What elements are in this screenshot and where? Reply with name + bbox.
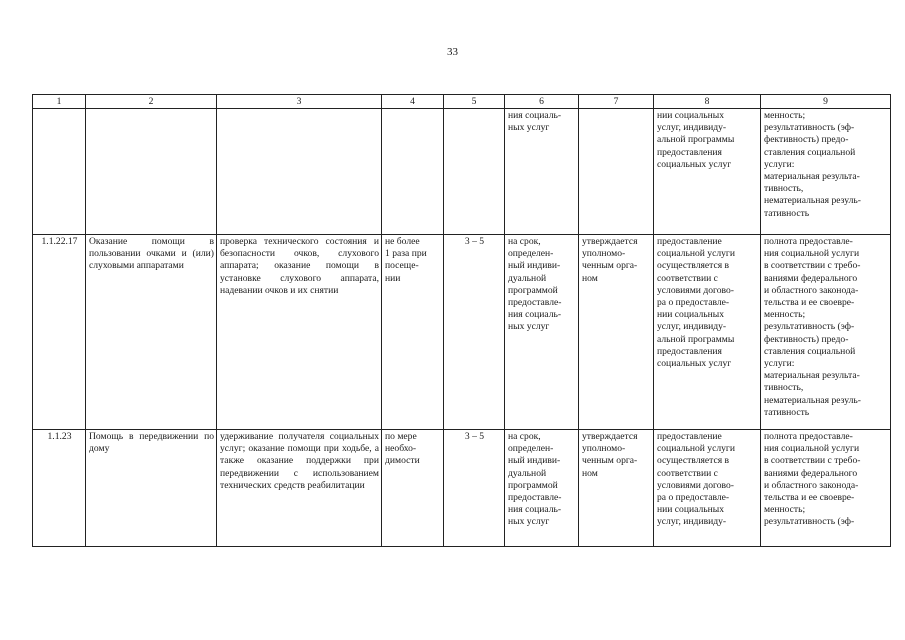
services-table [32,94,891,547]
cell-line: нии социальных [657,110,725,121]
cell-line: предоставле- [508,492,562,504]
cell-duration: 3 – 5 [444,430,505,547]
cell-line: предоставле- [508,297,562,309]
header-row [33,95,891,109]
cell-line: дуальной [508,467,547,479]
cell-line: социальных услуг [657,158,732,170]
cell-line: ном [582,272,598,284]
cell-line: нии [385,272,401,284]
cell-line: не более [385,236,420,247]
cell-line: условиями догово- [657,284,734,296]
cell-line: ченным орга- [582,455,638,467]
cell-line: ния социальной услуги [764,248,860,260]
cell-line: осуществляется в [657,455,730,467]
cell-line: и областного законода- [764,479,859,491]
cell-line: тативность [764,406,810,418]
cell-line: услуг, индивиду- [657,122,727,134]
cell-line: социальной услуги [657,248,736,260]
cell-term [505,235,579,430]
cell-line: услуги: [764,158,795,170]
cell-line: условиями догово- [657,479,734,491]
column-header: 6 [505,95,579,109]
cell-line: результативность (эф- [764,321,855,333]
cell-line: дуальной [508,272,547,284]
cell-number [33,109,86,235]
cell-line: осуществляется в [657,260,730,272]
cell-line: предоставление [657,236,722,247]
cell-quality-indicators [761,235,891,430]
cell-line: ния социаль- [508,504,562,516]
cell-line: ченным орга- [582,260,638,272]
cell-line: соответствии с [657,467,718,479]
cell-line: услуг, индивиду- [657,516,727,528]
cell-line: ном [582,467,598,479]
cell-line: соответствии с [657,272,718,284]
cell-line: на срок, [508,236,541,247]
page-number: 33 [447,46,458,58]
cell-line: программой [508,479,558,491]
cell-quality-indicators [761,109,891,235]
cell-line: утверждается [582,236,638,247]
cell-quality-indicators [761,430,891,547]
cell-line: результативность (эф- [764,122,855,134]
cell-line: ваниями федерального [764,467,858,479]
cell-service-name: Оказание помощи в пользовании очками и (или) слуховыми аппаратами [86,235,217,430]
cell-line: на срок, [508,431,541,442]
cell-duration: 3 – 5 [444,235,505,430]
cell-service-description [217,109,382,235]
cell-line: ставления социальной [764,146,856,158]
cell-number: 1.1.22.17 [33,235,86,430]
cell-line: услуги: [764,358,795,370]
cell-line: уполномо- [582,443,626,455]
cell-service-name [86,109,217,235]
cell-line: предоставление [657,431,722,442]
cell-line: необхо- [385,443,417,455]
cell-line: материальная результа- [764,370,860,382]
column-header: 1 [33,95,86,109]
cell-line: уполномо- [582,248,626,260]
cell-frequency [382,109,444,235]
cell-tariff [579,430,654,547]
cell-line: нематериальная резуль- [764,394,861,406]
cell-tariff [579,235,654,430]
cell-line: 1 раза при [385,248,427,260]
cell-line: ния социаль- [508,309,562,321]
cell-term [505,430,579,547]
cell-number: 1.1.23 [33,430,86,547]
cell-line: нии социальных [657,504,725,516]
cell-line: тивность, [764,382,804,394]
table-row [33,109,891,235]
cell-line: и областного законода- [764,284,859,296]
column-header: 5 [444,95,505,109]
cell-line: ния социаль- [508,110,562,121]
cell-line: услуг, индивиду- [657,321,727,333]
cell-line: ваниями федерального [764,272,858,284]
cell-line: предоставления [657,146,722,158]
cell-duration [444,109,505,235]
cell-line: в соответствии с требо- [764,455,861,467]
cell-line: ный индиви- [508,260,561,272]
cell-frequency [382,430,444,547]
cell-line: определен- [508,248,554,260]
column-header: 4 [382,95,444,109]
cell-line: полнота предоставле- [764,236,853,247]
cell-line: программой [508,284,558,296]
cell-line: социальной услуги [657,443,736,455]
cell-line: альной программы [657,134,735,146]
cell-line: нематериальная резуль- [764,195,861,207]
cell-line: посеще- [385,260,419,272]
column-header: 8 [654,95,761,109]
cell-line: нии социальных [657,309,725,321]
cell-line: фективность) предо- [764,333,849,345]
column-header: 2 [86,95,217,109]
cell-line: димости [385,455,420,467]
cell-term [505,109,579,235]
cell-line: менность; [764,110,806,121]
cell-line: ра о предоставле- [657,297,730,309]
cell-line: по мере [385,431,417,442]
cell-line: ных услуг [508,122,550,134]
table-row [33,235,891,430]
cell-line: определен- [508,443,554,455]
cell-line: ставления социальной [764,345,856,357]
cell-conditions [654,109,761,235]
cell-line: ных услуг [508,516,550,528]
cell-line: тативность [764,207,810,219]
cell-conditions [654,430,761,547]
cell-line: тивность, [764,183,804,195]
cell-service-description: удерживание получателя социальных услуг; оказание помощи при ходьбе, а также оказание поддержки при передвижении с использованием технических средств реабилитации [217,430,382,547]
cell-line: альной программы [657,333,735,345]
cell-line: предоставления [657,345,722,357]
cell-line: утверждается [582,431,638,442]
cell-line: результативность (эф- [764,516,855,528]
column-header: 3 [217,95,382,109]
table-row [33,430,891,547]
cell-line: ный индиви- [508,455,561,467]
cell-tariff [579,109,654,235]
cell-line: ра о предоставле- [657,492,730,504]
cell-line: социальных услуг [657,358,732,370]
cell-service-name: Помощь в передвижении по дому [86,430,217,547]
cell-line: тельства и ее своевре- [764,297,855,309]
cell-line: тельства и ее своевре- [764,492,855,504]
cell-line: менность; [764,504,806,516]
column-header: 9 [761,95,891,109]
cell-line: материальная результа- [764,171,860,183]
cell-line: фективность) предо- [764,134,849,146]
cell-line: полнота предоставле- [764,431,853,442]
cell-frequency [382,235,444,430]
cell-line: в соответствии с требо- [764,260,861,272]
cell-line: ных услуг [508,321,550,333]
cell-line: менность; [764,309,806,321]
column-header: 7 [579,95,654,109]
cell-service-description: проверка технического состояния и безопасности очков, слухового аппарата; оказание помощи в установке слухового аппарата, надевании очков и их снятии [217,235,382,430]
cell-line: ния социальной услуги [764,443,860,455]
cell-conditions [654,235,761,430]
